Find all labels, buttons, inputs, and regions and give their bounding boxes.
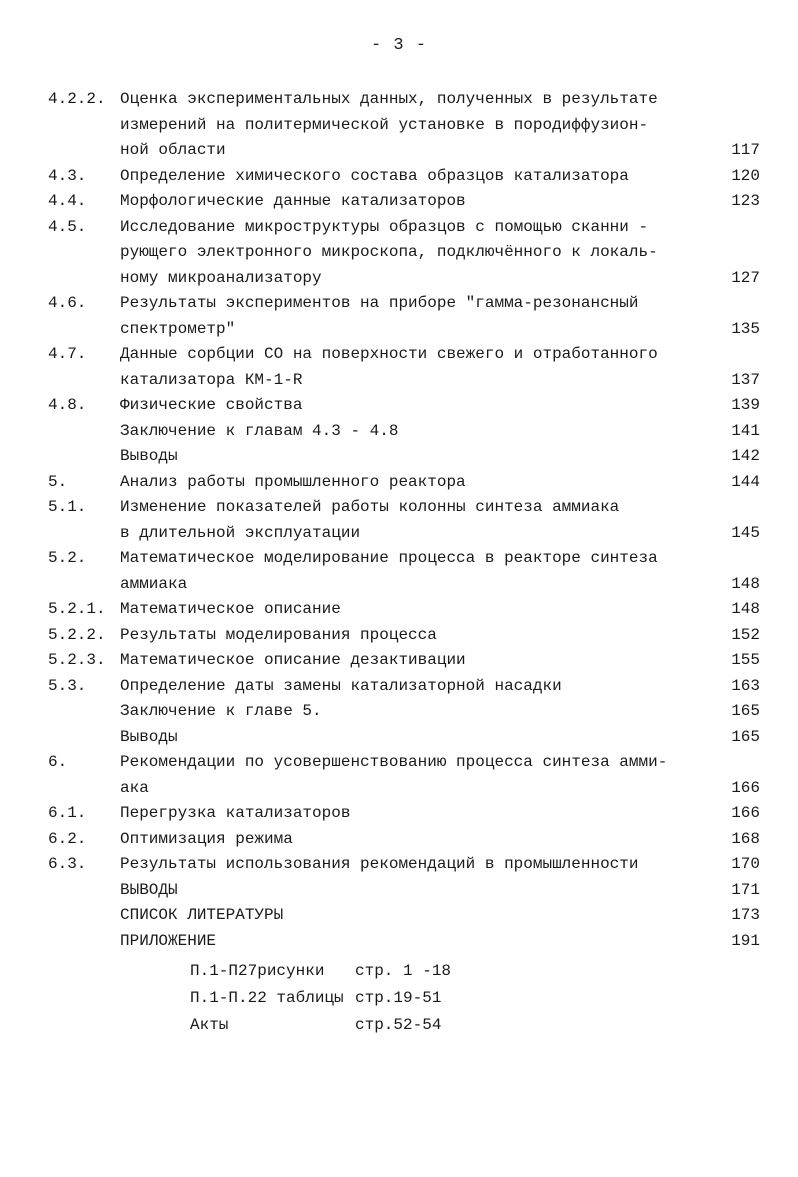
toc-entry-title: Данные сорбции СО на поверхности свежего и отработанного катализатора КМ-1-R [120, 345, 658, 389]
toc-entry-page: 142 [731, 447, 760, 465]
toc-entry [48, 878, 760, 904]
page-number: - 3 - [370, 36, 427, 55]
toc-entry [48, 215, 760, 292]
toc-entry-number: 5.2.1. [48, 600, 106, 618]
toc-entry-title: Оптимизация режима [120, 829, 293, 848]
appendix-item-label: П.1-П.22 таблицы [190, 989, 344, 1007]
toc-entry-title: Математическое описание дезактивации [120, 651, 466, 669]
toc-entry-number: 6.1. [48, 804, 87, 822]
toc-entry [48, 342, 760, 393]
toc-entry-number: 5.2. [48, 549, 87, 567]
toc-entry-page: 191 [731, 931, 760, 950]
appendix-item [190, 958, 451, 985]
toc-entry-page: 117 [731, 141, 760, 159]
toc-entry-number: 6.2. [48, 829, 87, 848]
toc-entry [48, 929, 760, 955]
toc-entry [48, 419, 760, 445]
toc-entry [48, 495, 760, 546]
toc-entry-number: 4.7. [48, 345, 87, 363]
toc-entry-title: Перегрузка катализаторов [120, 804, 351, 822]
toc-entry-page: 127 [731, 268, 760, 287]
toc-entry-page: 139 [731, 396, 760, 414]
toc-entry-title: Математическое моделирование процесса в реакторе синтеза аммиака [120, 549, 658, 593]
toc-entry-page: 152 [731, 625, 760, 644]
toc-entry-page: 165 [731, 702, 760, 720]
appendix-item-pages: стр.52-54 [355, 1016, 442, 1034]
appendix-item [190, 1012, 451, 1039]
toc-entry [48, 470, 760, 496]
toc-entry [48, 674, 760, 700]
toc-entry-page: 120 [731, 166, 760, 185]
toc-entry [48, 164, 760, 190]
toc-entry [48, 903, 760, 929]
toc-entry [48, 750, 760, 801]
toc-entry-title: Результаты экспериментов на приборе "гамма-резонансный спектрометр" [120, 294, 639, 338]
toc-entry [48, 189, 760, 215]
toc-entry-number: 5.2.3. [48, 651, 106, 669]
appendix-list [190, 958, 451, 1039]
toc-entry-page: 163 [731, 676, 760, 695]
toc-entry-page: 166 [731, 778, 760, 797]
appendix-item-label: П.1-П27рисунки [190, 962, 325, 980]
toc-entry-title: Выводы [120, 447, 178, 465]
toc-entry [48, 393, 760, 419]
toc-entry-number: 5.2.2. [48, 625, 106, 644]
toc-entry-page: 170 [731, 855, 760, 873]
toc-entry-number: 4.5. [48, 217, 87, 236]
toc-entry-title: Определение даты замены катализаторной насадки [120, 676, 562, 695]
toc-entry-title: Результаты использования рекомендаций в промышленности [120, 855, 639, 873]
toc-entry-title: СПИСОК ЛИТЕРАТУРЫ [120, 906, 284, 924]
toc-entry-page: 148 [731, 574, 760, 593]
toc-entry-page: 141 [731, 421, 760, 440]
toc-entry [48, 597, 760, 623]
toc-entry-number: 4.2.2. [48, 90, 106, 108]
toc-entry-title: Изменение показателей работы колонны синтеза аммиака в длительной эксплуатации [120, 498, 620, 542]
toc-entry-page: 137 [731, 370, 760, 389]
toc-entry [48, 725, 760, 751]
toc-entry [48, 648, 760, 674]
toc-entry-number: 5.1. [48, 498, 87, 516]
toc-entry-page: 166 [731, 804, 760, 822]
toc-entry-title: Рекомендации по усовершенствованию процесса синтеза амми- ака [120, 753, 668, 797]
toc-entry-number: 6. [48, 753, 68, 771]
toc-entry-title: Определение химического состава образцов катализатора [120, 166, 629, 185]
toc-entry-number: 5. [48, 472, 68, 491]
appendix-item-label: Акты [190, 1016, 229, 1034]
toc-entry-title: Заключение к главам 4.3 - 4.8 [120, 421, 399, 440]
toc-entry-title: Результаты моделирования процесса [120, 625, 437, 644]
toc-entry-page: 135 [731, 319, 760, 338]
toc-entry-page: 168 [731, 829, 760, 848]
toc-entry-page: 144 [731, 472, 760, 491]
toc-entry-title: Исследование микроструктуры образцов с помощью сканни - рующего электронного микроскопа, подключённого к локаль- ному микроанализатору [120, 217, 658, 287]
toc-entry-title: Морфологические данные катализаторов [120, 192, 466, 210]
toc-entry [48, 444, 760, 470]
toc-entry-title: Физические свойства [120, 396, 303, 414]
toc-entry [48, 852, 760, 878]
toc-entry-page: 155 [731, 651, 760, 669]
toc-entry [48, 623, 760, 649]
toc-entry-number: 6.3. [48, 855, 87, 873]
toc-entry [48, 827, 760, 853]
toc-entry-title: ВЫВОДЫ [120, 880, 178, 899]
appendix-item-pages: стр. 1 -18 [355, 962, 452, 980]
toc-entry-page: 145 [731, 523, 760, 542]
toc-entry-title: Анализ работы промышленного реактора [120, 472, 466, 491]
toc-entry-page: 148 [731, 600, 760, 618]
toc-entry-title: Заключение к главе 5. [120, 702, 322, 720]
toc-entry-title: Выводы [120, 727, 178, 746]
toc-entry-page: 173 [731, 906, 760, 924]
toc-entry-number: 4.3. [48, 166, 87, 185]
toc-entry-title: Математическое описание [120, 600, 341, 618]
toc-entry [48, 546, 760, 597]
table-of-contents [48, 87, 760, 954]
toc-entry [48, 801, 760, 827]
toc-entry-number: 4.8. [48, 396, 87, 414]
toc-entry-page: 123 [731, 192, 760, 210]
toc-entry-title: Оценка экспериментальных данных, полученных в результате измерений на политермической установке в породиффузион- ной области [120, 90, 658, 159]
toc-entry-page: 171 [731, 880, 760, 899]
toc-entry-number: 4.6. [48, 294, 87, 312]
toc-entry-title: ПРИЛОЖЕНИЕ [120, 931, 217, 950]
toc-entry-page: 165 [731, 727, 760, 746]
toc-entry [48, 699, 760, 725]
appendix-item-pages: стр.19-51 [355, 989, 442, 1007]
toc-entry [48, 87, 760, 164]
toc-entry [48, 291, 760, 342]
appendix-item [190, 985, 451, 1012]
toc-entry-number: 5.3. [48, 676, 87, 695]
toc-entry-number: 4.4. [48, 192, 87, 210]
